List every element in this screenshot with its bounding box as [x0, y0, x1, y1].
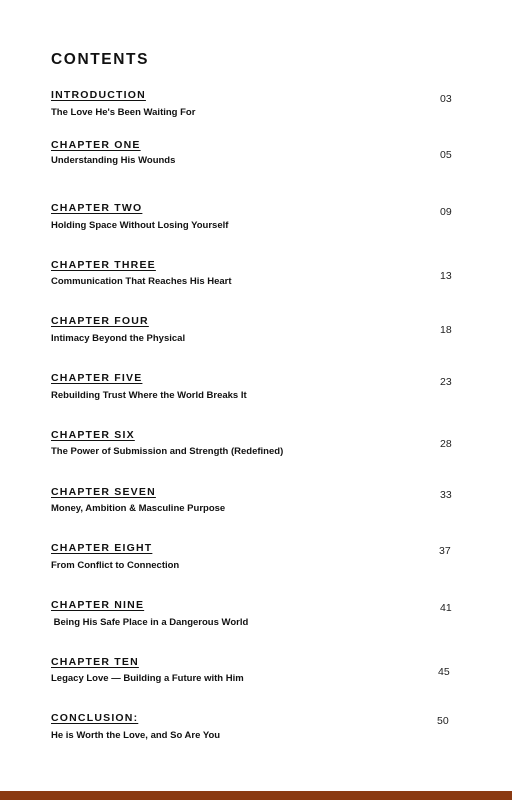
- entry-subtitle: The Power of Submission and Strength (Redefined): [51, 446, 284, 457]
- footer-bar: [0, 791, 512, 800]
- entry-heading[interactable]: CHAPTER FOUR: [51, 315, 149, 327]
- entry-subtitle: Being His Safe Place in a Dangerous World: [51, 617, 249, 628]
- entry-subtitle: Legacy Love — Building a Future with Him: [51, 673, 244, 684]
- entry-subtitle: He is Worth the Love, and So Are You: [51, 730, 221, 741]
- entry-page-number: 28: [440, 438, 452, 450]
- entry-page-number: 05: [440, 149, 452, 161]
- entry-heading[interactable]: CHAPTER FIVE: [51, 372, 143, 384]
- entry-subtitle: From Conflict to Connection: [51, 560, 180, 571]
- entry-heading[interactable]: CHAPTER TEN: [51, 656, 139, 668]
- entry-heading[interactable]: CONCLUSION:: [51, 712, 139, 724]
- entry-page-number: 18: [440, 324, 452, 336]
- entry-subtitle: Communication That Reaches His Heart: [51, 276, 232, 287]
- entry-heading[interactable]: CHAPTER NINE: [51, 599, 145, 611]
- toc-entry-chapter-ten[interactable]: [51, 656, 461, 696]
- toc-entry-conclusion[interactable]: [51, 712, 461, 752]
- entry-heading[interactable]: CHAPTER EIGHT: [51, 542, 153, 554]
- entry-page-number: 33: [440, 489, 452, 501]
- entry-subtitle: Understanding His Wounds: [51, 155, 176, 166]
- entry-page-number: 09: [440, 206, 452, 218]
- toc-entry-chapter-eight[interactable]: [51, 542, 461, 582]
- entry-heading[interactable]: INTRODUCTION: [51, 89, 146, 101]
- entry-heading[interactable]: CHAPTER SIX: [51, 429, 135, 441]
- entry-heading[interactable]: CHAPTER THREE: [51, 259, 156, 271]
- entry-subtitle: Rebuilding Trust Where the World Breaks It: [51, 390, 247, 401]
- toc-entry-chapter-three[interactable]: [51, 259, 461, 299]
- entry-heading[interactable]: CHAPTER ONE: [51, 139, 141, 151]
- entry-subtitle: Money, Ambition & Masculine Purpose: [51, 503, 226, 514]
- toc-entry-chapter-nine[interactable]: [51, 599, 461, 639]
- entry-heading[interactable]: CHAPTER SEVEN: [51, 486, 156, 498]
- entry-page-number: 50: [437, 715, 449, 727]
- toc-entry-introduction[interactable]: [51, 89, 461, 129]
- entry-heading[interactable]: CHAPTER TWO: [51, 202, 143, 214]
- toc-entry-chapter-one[interactable]: [51, 139, 461, 179]
- entry-page-number: 45: [438, 666, 450, 678]
- entry-page-number: 23: [440, 376, 452, 388]
- toc-entry-chapter-two[interactable]: [51, 202, 461, 242]
- toc-entry-chapter-four[interactable]: [51, 315, 461, 355]
- entry-subtitle: Intimacy Beyond the Physical: [51, 333, 186, 344]
- entry-page-number: 37: [439, 545, 451, 557]
- entry-page-number: 03: [440, 93, 452, 105]
- toc-entry-chapter-six[interactable]: [51, 429, 461, 469]
- entry-page-number: 13: [440, 270, 452, 282]
- toc-entry-chapter-seven[interactable]: [51, 486, 461, 526]
- page-title: CONTENTS: [51, 51, 150, 68]
- entry-page-number: 41: [440, 602, 452, 614]
- entry-subtitle: The Love He's Been Waiting For: [51, 107, 196, 118]
- entry-subtitle: Holding Space Without Losing Yourself: [51, 220, 229, 231]
- toc-entry-chapter-five[interactable]: [51, 372, 461, 412]
